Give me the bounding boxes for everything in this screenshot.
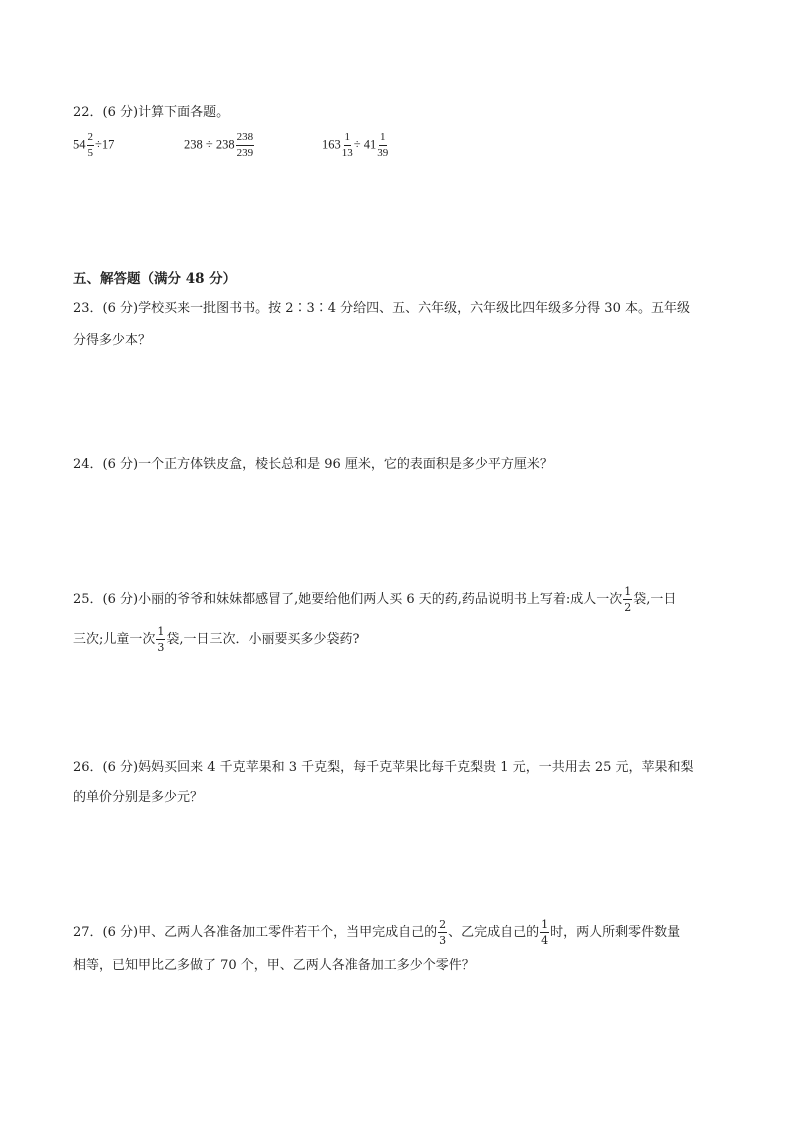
q27-line1-text-a: 27．(6 分)甲、乙两人各准备加工零件若干个，当甲完成自己的 bbox=[73, 925, 438, 940]
question-23-line-2: 分得多少本？ bbox=[73, 333, 152, 348]
q22-expression-1 bbox=[73, 131, 114, 160]
q22-expression-3 bbox=[322, 131, 389, 160]
q27-line1-text-c: 时，两人所剩零件数量 bbox=[550, 925, 681, 940]
question-23-line-1: 23．(6 分)学校买来一批图书书。按 2∶3∶4 分给四、五、六年级，六年级比四年级多分得 30 本。五年级 bbox=[73, 301, 690, 316]
question-25-line-2 bbox=[73, 625, 360, 654]
question-27-line-1 bbox=[73, 918, 680, 947]
q25-line1-text-a: 25．(6 分)小丽的爷爷和妹妹都感冒了,她要给他们两人买 6 天的药,药品说明书上写着:成人一次 bbox=[73, 592, 623, 607]
expr3-denominator-2: 39 bbox=[377, 147, 389, 159]
expr1-whole: 54 bbox=[73, 137, 86, 152]
expr3-fraction-2 bbox=[377, 131, 388, 160]
question-26-line-2: 的单价分别是多少元？ bbox=[73, 790, 204, 805]
q27-fraction-2-numerator: 1 bbox=[541, 918, 549, 931]
question-27-line-2: 相等，已知甲比乙多做了 70 个，甲、乙两人各准备加工多少个零件？ bbox=[73, 958, 475, 973]
q25-line2-text-b: 袋,一日三次．小丽要买多少袋药? bbox=[166, 632, 360, 647]
q25-fraction-1 bbox=[623, 585, 632, 614]
q27-fraction-1-denominator: 3 bbox=[439, 934, 447, 947]
q27-fraction-2 bbox=[540, 918, 549, 947]
expr2-lead: 238 ÷ 238 bbox=[184, 137, 235, 152]
expr1-tail: ÷17 bbox=[95, 137, 115, 152]
expr1-numerator: 2 bbox=[87, 131, 95, 146]
expr2-fraction bbox=[236, 131, 255, 160]
question-26-line-1: 26．(6 分)妈妈买回来 4 千克苹果和 3 千克梨，每千克苹果比每千克梨贵 1 元，一共用去 25 元，苹果和梨 bbox=[73, 760, 694, 775]
q27-fraction-2-denominator: 4 bbox=[541, 934, 549, 947]
expr3-whole: 163 bbox=[322, 137, 341, 152]
expr3-mid: ÷ 41 bbox=[353, 137, 377, 152]
q25-fraction-2-denominator: 3 bbox=[157, 641, 165, 654]
q25-fraction-1-numerator: 1 bbox=[624, 585, 632, 598]
q25-line1-text-b: 袋,一日 bbox=[633, 592, 677, 607]
expr2-denominator: 239 bbox=[236, 147, 254, 159]
question-22-label: 22．(6 分)计算下面各题。 bbox=[73, 105, 230, 120]
q27-line1-text-b: 、乙完成自己的 bbox=[448, 925, 540, 940]
q25-fraction-1-denominator: 2 bbox=[624, 601, 632, 614]
q25-fraction-2-numerator: 1 bbox=[157, 625, 165, 638]
expr3-denominator-1: 13 bbox=[341, 147, 353, 159]
q25-fraction-2 bbox=[156, 625, 165, 654]
q22-expression-2 bbox=[184, 131, 255, 160]
section-5-title: 五、解答题（满分 48 分） bbox=[73, 271, 237, 287]
q27-fraction-1 bbox=[438, 918, 447, 947]
expr2-numerator: 238 bbox=[236, 131, 255, 146]
q25-line2-text-a: 三次;儿童一次 bbox=[73, 632, 156, 647]
question-25-line-1 bbox=[73, 585, 676, 614]
expr3-numerator-2: 1 bbox=[379, 131, 387, 146]
expr1-denominator: 5 bbox=[87, 147, 93, 159]
expr3-numerator-1: 1 bbox=[344, 131, 352, 146]
expr1-fraction bbox=[87, 131, 95, 160]
q27-fraction-1-numerator: 2 bbox=[439, 918, 447, 931]
question-24-line-1: 24．(6 分)一个正方体铁皮盒，棱长总和是 96 厘米，它的表面积是多少平方厘米？ bbox=[73, 457, 553, 472]
expr3-fraction-1 bbox=[342, 131, 353, 160]
